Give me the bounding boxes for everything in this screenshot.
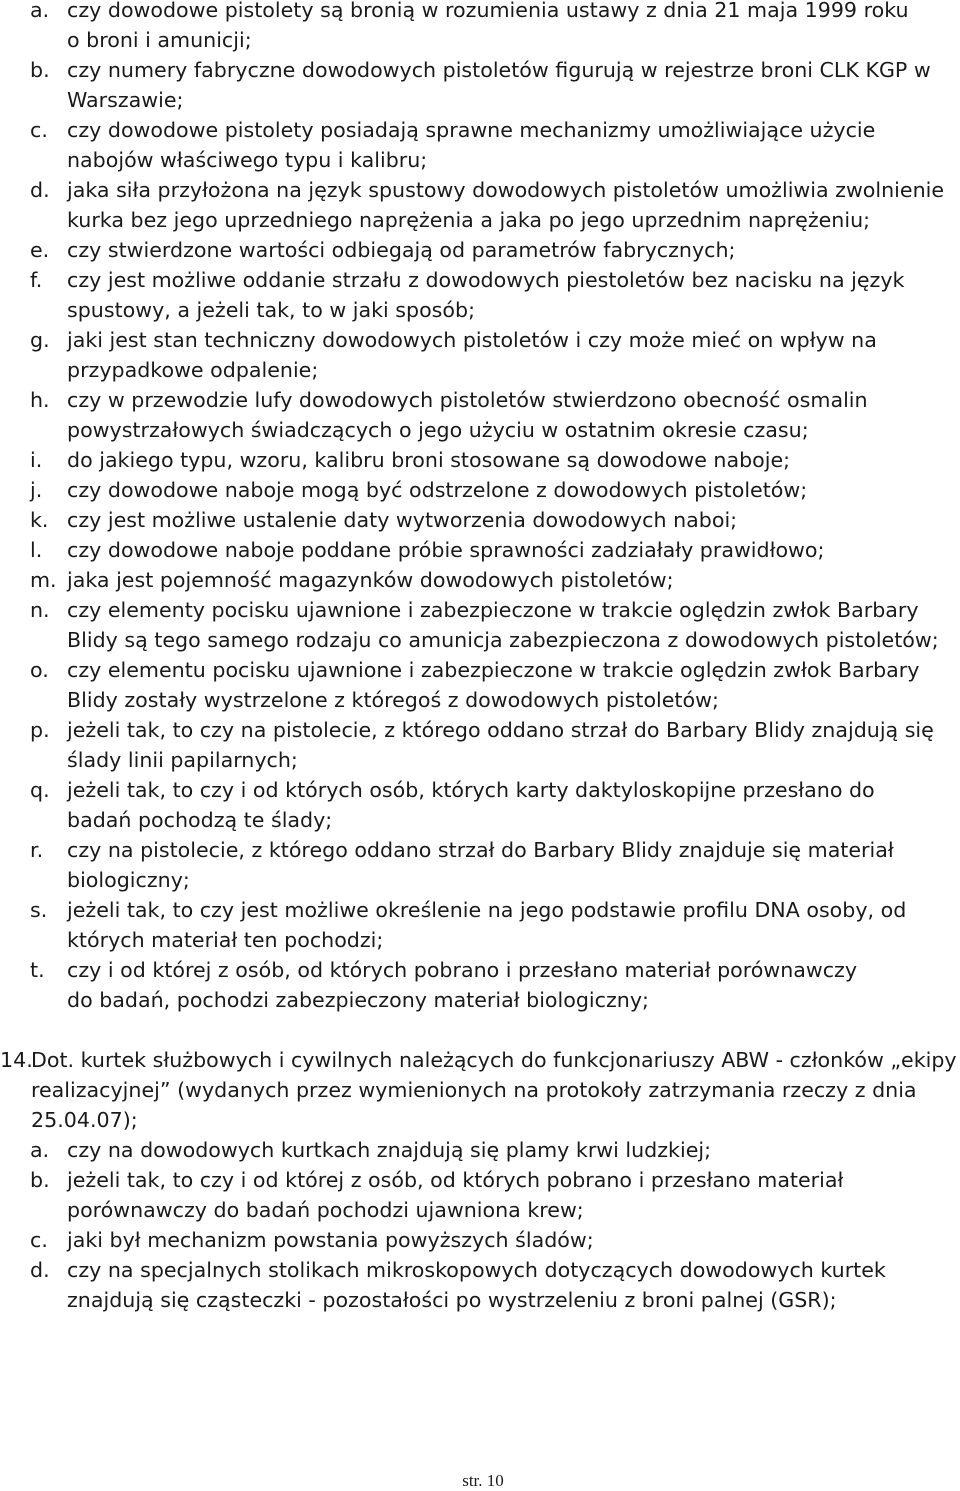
list-item-text: czy jest możliwe oddanie strzału z dowodowych piestoletów bez nacisku na język spustowy, a jeżeli tak, to w jaki sposób;: [67, 268, 905, 322]
list-item-text: jeżeli tak, to czy na pistolecie, z którego oddano strzał do Barbary Blidy znajdują się ślady linii papilarnych;: [67, 718, 934, 772]
list-marker: e.: [30, 238, 50, 262]
section-point-14: [0, 1045, 960, 1135]
list-marker: m.: [30, 568, 57, 592]
list-item: [0, 475, 960, 505]
list-item-text: jeżeli tak, to czy i od których osób, których karty daktyloskopijne przesłano do badań pochodzą te ślady;: [67, 778, 875, 832]
list-item: [0, 1225, 960, 1255]
list-marker: f.: [30, 268, 43, 292]
list-item: [0, 325, 960, 385]
list-marker: c.: [30, 118, 48, 142]
list-item: [0, 655, 960, 715]
list-item-text: jeżeli tak, to czy jest możliwe określenie na jego podstawie profilu DNA osoby, od których materiał ten pochodzi;: [67, 898, 907, 952]
list-item-text: czy dowodowe pistolety posiadają sprawne mechanizmy umożliwiające użycie nabojów właściwego typu i kalibru;: [67, 118, 876, 172]
list-marker: k.: [30, 508, 49, 532]
list-item-text: jaki jest stan techniczny dowodowych pistoletów i czy może mieć on wpływ na przypadkowe odpalenie;: [67, 328, 877, 382]
list-item-text: jeżeli tak, to czy i od której z osób, od których pobrano i przesłano materiał porównawczy do badań pochodzi ujawniona krew;: [67, 1168, 844, 1222]
list-item-text: jaka jest pojemność magazynków dowodowych pistoletów;: [67, 568, 674, 592]
list-item: [0, 955, 960, 1015]
list-item-text: czy jest możliwe ustalenie daty wytworzenia dowodowych naboi;: [67, 508, 738, 532]
spacer: [0, 1015, 960, 1045]
list-marker: b.: [30, 1168, 50, 1192]
list-item: [0, 535, 960, 565]
list-marker: t.: [30, 958, 45, 982]
list-marker: c.: [30, 1228, 48, 1252]
list-item: [0, 55, 960, 115]
list-marker: r.: [30, 838, 44, 862]
list-marker: h.: [30, 388, 50, 412]
list-item: [0, 235, 960, 265]
list-marker: a.: [30, 0, 50, 22]
list-item: [0, 775, 960, 835]
page-footer: [0, 1471, 960, 1491]
list-item-text: czy dowodowe naboje poddane próbie sprawności zadziałały prawidłowo;: [67, 538, 825, 562]
list-item: [0, 565, 960, 595]
list-item-text: czy w przewodzie lufy dowodowych pistoletów stwierdzono obecność osmalin powystrzałowych świadczących o jego użyciu w ostatnim okresie czasu;: [67, 388, 868, 442]
list-item: [0, 715, 960, 775]
list-item: [0, 1255, 960, 1315]
list-item: [0, 835, 960, 895]
list-marker: s.: [30, 898, 48, 922]
list-item-text: czy dowodowe pistolety są bronią w rozumienia ustawy z dnia 21 maja 1999 roku o broni i amunicji;: [67, 0, 909, 52]
list-item: [0, 265, 960, 325]
list-item-text: do jakiego typu, wzoru, kalibru broni stosowane są dowodowe naboje;: [67, 448, 791, 472]
list-item: [0, 1165, 960, 1225]
list-item: [0, 0, 960, 55]
list-item-text: jaka siła przyłożona na język spustowy dowodowych pistoletów umożliwia zwolnienie kurka bez jego uprzedniego naprężenia a jaka po jego uprzednim naprężeniu;: [67, 178, 945, 232]
list-item: [0, 115, 960, 175]
list-marker: p.: [30, 718, 50, 742]
list-item-text: czy elementu pocisku ujawnione i zabezpieczone w trakcie oględzin zwłok Barbary Blidy zostały wystrzelone z któregoś z dowodowych pistoletów;: [67, 658, 920, 712]
list-marker: j.: [30, 478, 43, 502]
list-item-text: jaki był mechanizm powstania powyższych śladów;: [67, 1228, 594, 1252]
list-marker: l.: [30, 538, 43, 562]
list-item-text: czy stwierdzone wartości odbiegają od parametrów fabrycznych;: [67, 238, 736, 262]
list-item: [0, 445, 960, 475]
list-marker: n.: [30, 598, 50, 622]
list-marker: d.: [30, 1258, 50, 1282]
point-text: Dot. kurtek służbowych i cywilnych należących do funkcjonariuszy ABW - członków „ekipy realizacyjnej” (wydanych przez wymienionych na protokoły zatrzymania rzeczy z dnia 25.04.07);: [31, 1048, 957, 1132]
list-marker: b.: [30, 58, 50, 82]
list-item-text: czy dowodowe naboje mogą być odstrzelone z dowodowych pistoletów;: [67, 478, 808, 502]
list-item-text: czy numery fabryczne dowodowych pistoletów figurują w rejestrze broni CLK KGP w Warszawie;: [67, 58, 931, 112]
list-marker: i.: [30, 448, 43, 472]
list-item: [0, 895, 960, 955]
list-item: [0, 505, 960, 535]
list-item: [0, 175, 960, 235]
point-number: 14.: [0, 1048, 33, 1072]
list-marker: q.: [30, 778, 50, 802]
list-marker: o.: [30, 658, 49, 682]
list-marker: d.: [30, 178, 50, 202]
list-item: [0, 385, 960, 445]
list-item-text: czy i od której z osób, od których pobrano i przesłano materiał porównawczy do badań, pochodzi zabezpieczony materiał biologiczny;: [67, 958, 858, 1012]
list-item-text: czy elementy pocisku ujawnione i zabezpieczone w trakcie oględzin zwłok Barbary Blidy są tego samego rodzaju co amunicja zabezpieczona z dowodowych pistoletów;: [67, 598, 939, 652]
list-marker: a.: [30, 1138, 50, 1162]
list-item: [0, 1135, 960, 1165]
list-item-text: czy na specjalnych stolikach mikroskopowych dotyczących dowodowych kurtek znajdują się cząsteczki - pozostałości po wystrzeleniu z broni palnej (GSR);: [67, 1258, 886, 1312]
list-marker: g.: [30, 328, 50, 352]
list-item-text: czy na dowodowych kurtkach znajdują się plamy krwi ludzkiej;: [67, 1138, 712, 1162]
list-item-text: czy na pistolecie, z którego oddano strzał do Barbary Blidy znajduje się materiał biologiczny;: [67, 838, 894, 892]
page-number: str. 10: [462, 1471, 504, 1490]
list-item: [0, 595, 960, 655]
